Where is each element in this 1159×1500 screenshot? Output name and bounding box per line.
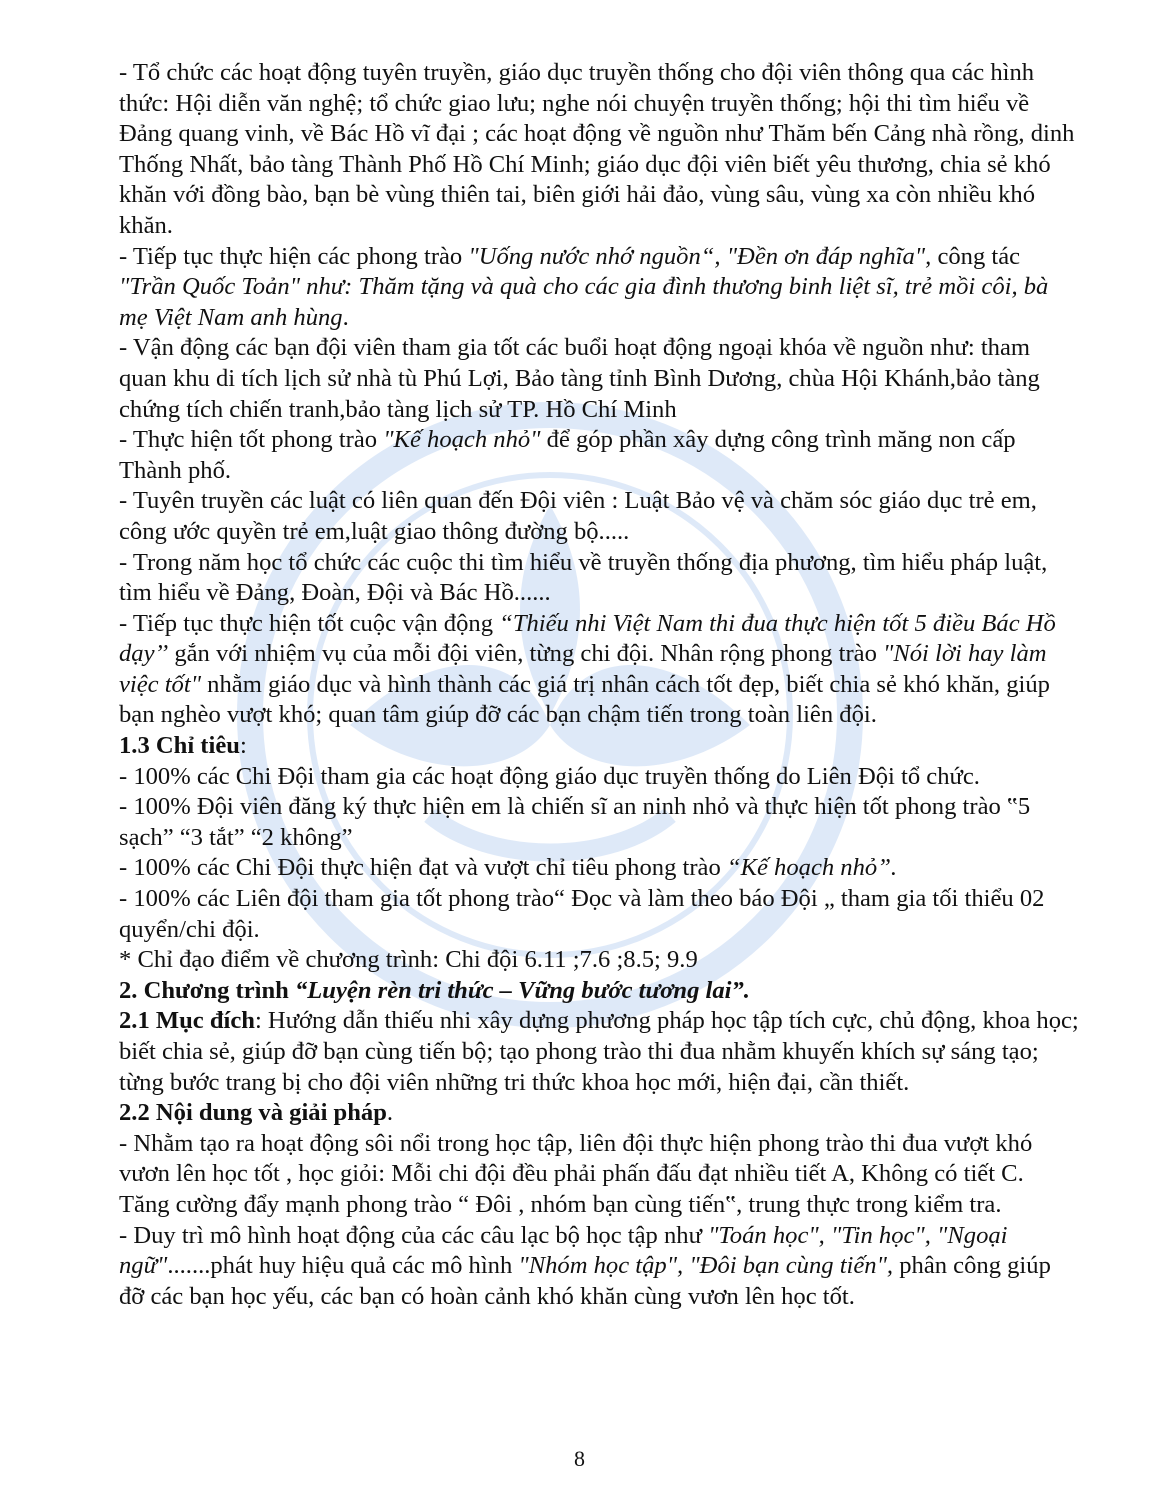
page-number: 8 — [574, 1446, 585, 1471]
heading-2-chuong-trinh — [119, 976, 1079, 1007]
paragraph-phong-trao-uong-nuoc — [119, 242, 1079, 334]
italic-run: "Uống nước nhớ nguồn“, "Đền ơn đáp nghĩa", — [468, 242, 932, 270]
bold-run: 1.3 Chỉ tiêu — [119, 732, 240, 760]
italic-run: "Kế hoạch nhỏ" — [383, 426, 541, 454]
paragraph-cau-lac-bo — [119, 1221, 1079, 1313]
italic-run: "Trần Quốc Toản" như: Thăm tặng và quà cho các gia đình thương binh liệt sĩ, trẻ mồi côi, bà mẹ Việt Nam anh hùng — [119, 273, 1049, 331]
heading-1-3-chi-tieu — [119, 731, 1079, 762]
italic-run: “Kế hoạch nhỏ”. — [726, 854, 898, 882]
text-run: nhằm giáo dục và hình thành các giá trị nhân cách tốt đẹp, biết chia sẻ khó khăn, giúp bạn nghèo vượt khó; quan tâm giúp đỡ các bạn chậm tiến trong toàn liên đội. — [119, 670, 1050, 729]
italic-run: "Toán học", "Tin học", "Ngoại ngữ" — [119, 1221, 1008, 1280]
text-run: gắn với nhiệm vụ của mỗi đội viên, từng chi đội. Nhân rộng phong trào — [168, 640, 884, 668]
paragraph-ngoai-khoa: - Vận động các bạn đội viên tham gia tốt các buổi hoạt động ngoại khóa về nguồn như: tham quan khu di tích lịch sử nhà tù Phú Lợi, Bảo tàng tỉnh Bình Dương, chùa Hội Khánh,bảo tàng chứng tích chiến tranh,bảo tàng lịch sử TP. Hồ Chí Minh — [119, 334, 1040, 423]
text-run: - Tiếp tục thực hiện các phong trào — [119, 242, 469, 270]
italic-run: “Luyện rèn tri thức – Vững bước tương lai”. — [294, 976, 750, 1004]
paragraph-chi-tieu-3 — [119, 853, 1079, 884]
bold-run: 2.1 Mục đích — [119, 1007, 255, 1035]
paragraph-chi-tieu-1: - 100% các Chi Đội tham gia các hoạt động giáo dục truyền thống do Liên Đội tổ chức. — [119, 762, 980, 790]
paragraph-2-1-muc-dich — [119, 1006, 1079, 1098]
text-run: - Thực hiện tốt phong trào — [119, 426, 384, 454]
paragraph-hoc-tap: - Nhằm tạo ra hoạt động sôi nổi trong học tập, liên đội thực hiện phong trào thi đua vượt khó vươn lên học tốt , học giỏi: Mỗi chi đội đều phải phấn đấu đạt nhiều tiết A, Không có tiết C. Tăng cường đẩy mạnh phong trào “ Đôi , nhóm bạn cùng tiến‟, trung thực trong kiểm tra. — [119, 1129, 1033, 1218]
document-body — [119, 58, 1079, 1312]
text-run: .......phát huy hiệu quả các mô hình — [167, 1252, 519, 1280]
text-run: : — [239, 732, 247, 760]
text-run: . — [386, 1099, 394, 1127]
heading-2-2-noi-dung — [119, 1098, 1079, 1129]
text-run: phân công giúp đỡ các bạn học yếu, các bạn có hoàn cảnh khó khăn cùng vươn lên học tốt. — [119, 1252, 1051, 1310]
text-run: - Duy trì mô hình hoạt động của các câu lạc bộ học tập như — [119, 1221, 709, 1249]
text-run: - Tiếp tục thực hiện tốt cuộc vận động — [119, 609, 500, 637]
paragraph-tuyen-truyen-luat: - Tuyên truyền các luật có liên quan đến Đội viên : Luật Bảo vệ và chăm sóc giáo dục trẻ em, công ước quyền trẻ em,luật giao thông đường bộ..... — [119, 487, 1037, 545]
paragraph-cuoc-thi: - Trong năm học tổ chức các cuộc thi tìm hiểu về truyền thống địa phương, tìm hiểu pháp luật, tìm hiểu về Đảng, Đoàn, Đội và Bác Hồ...... — [119, 548, 1048, 607]
text-run: để góp phần xây dựng công trình măng non cấp Thành phố. — [119, 426, 1016, 484]
italic-run: "Nói lời hay làm việc tốt" — [119, 640, 1047, 698]
italic-run: “Thiếu nhi Việt Nam thi đua thực hiện tốt 5 điều Bác Hồ dạy’’ — [119, 609, 1056, 668]
bold-italic-run — [295, 977, 750, 1004]
paragraph-chi-tieu-4: - 100% các Liên đội tham gia tốt phong trào“ Đọc và làm theo báo Đội „ tham gia tối thiểu 02 quyển/chi đội. — [119, 885, 1045, 943]
text-run: : Hướng dẫn thiếu nhi xây dựng phương pháp học tập tích cực, chủ động, khoa học; biết chia sẻ, giúp đỡ bạn cùng tiến bộ; tạo phong trào thi đua nhằm khuyến khích sự sáng tạo; từng bước trang bị cho đội viên những tri thức khoa học mới, hiện đại, cần thiết. — [119, 1007, 1079, 1096]
paragraph-ke-hoach-nho — [119, 425, 1079, 486]
bold-run: 2.2 Nội dung và giải pháp — [119, 1099, 387, 1127]
paragraph-chi-tieu-2: - 100% Đội viên đăng ký thực hiện em là chiến sĩ an ninh nhỏ và thực hiện tốt phong trào ‟5 sạch” “3 tắt” “2 không” — [119, 793, 1031, 851]
text-run: công tác — [931, 242, 1021, 270]
paragraph-tuyen-truyen: - Tổ chức các hoạt động tuyên truyền, giáo dục truyền thống cho đội viên thông qua các hình thức: Hội diễn văn nghệ; tổ chức giao lưu; nghe nói chuyện truyền thống; hội thi tìm hiểu về Đảng quang vinh, về Bác Hồ vĩ đại ; các hoạt động về nguồn như Thăm bến Cảng nhà rồng, dinh Thống Nhất, bảo tàng Thành Phố Hồ Chí Minh; giáo dục đội viên biết yêu thương, chia sẻ khó khăn với đồng bào, bạn bè vùng thiên tai, biên giới hải đảo, vùng sâu, vùng xa còn nhiều khó khăn. — [119, 59, 1075, 239]
italic-run: "Nhóm học tập", "Đôi bạn cùng tiến", — [518, 1252, 894, 1280]
paragraph-chi-dao-diem: * Chỉ đạo điểm về chương trình: Chi đội 6.11 ;7.6 ;8.5; 9.9 — [119, 946, 698, 974]
paragraph-cuoc-van-dong — [119, 609, 1079, 731]
text-run: . — [342, 303, 349, 331]
bold-run: 2. Chương trình — [119, 976, 295, 1004]
text-run: - 100% các Chi Đội thực hiện đạt và vượt chỉ tiêu phong trào — [119, 854, 727, 882]
